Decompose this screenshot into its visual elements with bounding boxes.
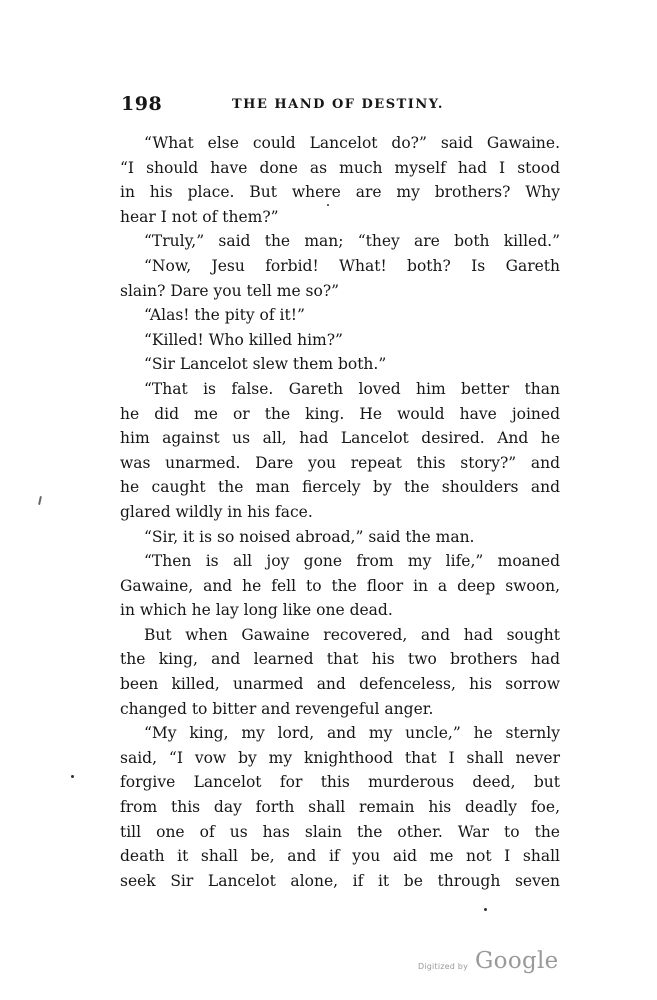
text-line: “That is false. Gareth loved him better than (144, 379, 560, 398)
text-line: “Sir Lancelot slew them both.” (144, 355, 387, 374)
text-line: “Then is all joy gone from my life,” moaned (144, 552, 560, 571)
scan-speck (327, 204, 329, 206)
google-logo: Google (475, 948, 559, 974)
text-line: hear I not of them?” (120, 207, 279, 226)
text-line: “Killed! Who killed him?” (144, 330, 343, 349)
text-line: been killed, unarmed and defenceless, his sorrow (120, 675, 560, 694)
text-line: “Alas! the pity of it!” (144, 306, 305, 325)
text-line: “Now, Jesu forbid! What! both? Is Gareth (144, 256, 560, 275)
text-line: Gawaine, and he fell to the floor in a deep swoon, (120, 576, 560, 595)
watermark-prefix: Digitized by (418, 962, 468, 971)
text-line: “Truly,” said the man; “they are both killed.” (144, 232, 560, 251)
text-line: “My king, my lord, and my uncle,” he sternly (144, 724, 560, 743)
text-line: said, “I vow by my knighthood that I shall never (120, 748, 560, 767)
text-line: in his place. But where are my brothers? Why (120, 183, 560, 202)
text-line: in which he lay long like one dead. (120, 601, 393, 620)
text-line: seek Sir Lancelot alone, if it be through seven (120, 871, 560, 890)
text-line: But when Gawaine recovered, and had sought (144, 625, 560, 644)
digitized-watermark (418, 948, 558, 978)
text-line: “Sir, it is so noised abroad,” said the man. (144, 527, 475, 546)
scan-speck (484, 908, 487, 911)
text-line: death it shall be, and if you aid me not I shall (120, 847, 560, 866)
text-line: from this day forth shall remain his deadly foe, (120, 798, 560, 817)
text-line: “I should have done as much myself had I stood (120, 158, 560, 177)
scan-speck (38, 496, 42, 505)
running-head: THE HAND OF DESTINY. (232, 97, 444, 112)
text-line: “What else could Lancelot do?” said Gawaine. (144, 134, 560, 152)
text-line: glared wildly in his face. (120, 502, 313, 521)
text-line: changed to bitter and revengeful anger. (120, 699, 434, 718)
text-line: he caught the man fiercely by the shoulders and (120, 478, 560, 497)
text-line: was unarmed. Dare you repeat this story?” and (120, 453, 560, 472)
scan-speck (71, 775, 74, 778)
text-line: forgive Lancelot for this murderous deed, but (120, 773, 560, 792)
text-line: till one of us has slain the other. War to the (120, 822, 560, 841)
body-text (120, 131, 560, 893)
text-line: slain? Dare you tell me so?” (120, 281, 340, 300)
page-header (121, 93, 557, 117)
text-line: the king, and learned that his two brothers had (120, 650, 560, 669)
text-line: him against us all, had Lancelot desired. And he (120, 429, 560, 448)
text-line: he did me or the king. He would have joined (120, 404, 560, 423)
page-number: 198 (121, 93, 163, 115)
